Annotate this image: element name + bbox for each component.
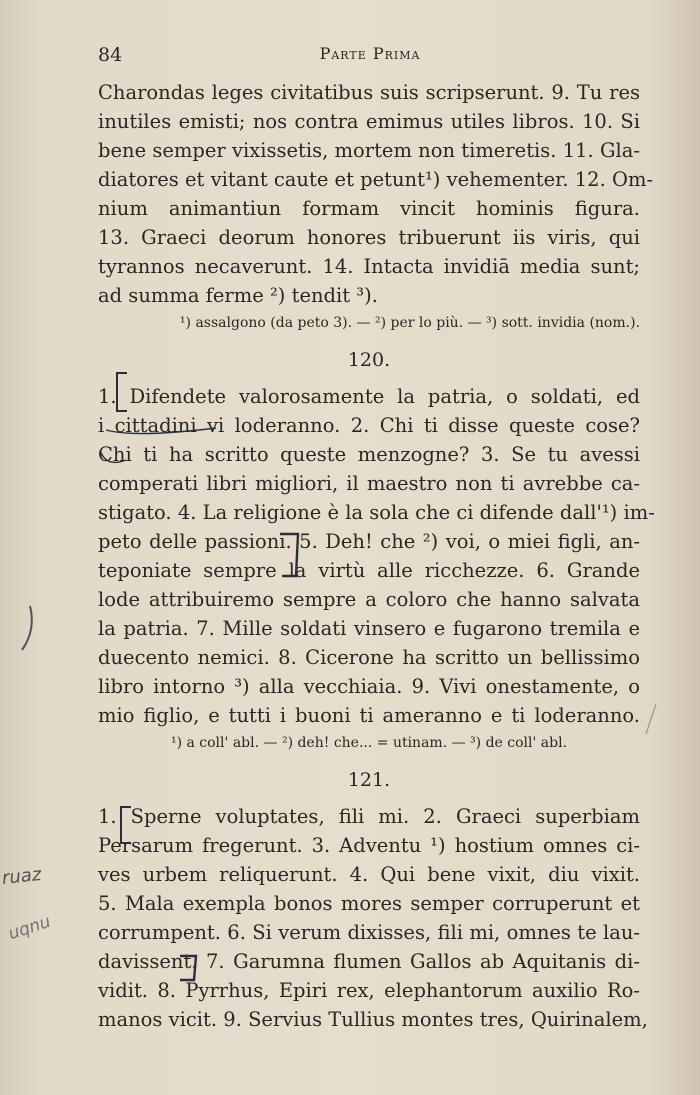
page-body — [98, 78, 655, 1034]
text-line: peto delle passioni. 5. Deh! che ²) voi, o miei figli, an- — [98, 530, 640, 553]
text-line: teponiate sempre la virtù alle ricchezze. 6. Grande — [98, 559, 640, 582]
text-line: ad summa ferme ²) tendit ³). — [98, 284, 378, 307]
pen-bracket-mark — [120, 806, 131, 844]
pencil-margin-mark — [640, 700, 664, 740]
pen-bracket-mark — [116, 372, 127, 412]
section-119-continuation — [98, 78, 654, 334]
page-header — [0, 44, 700, 74]
text-line: lode attribuiremo sempre a coloro che hanno salvata — [98, 588, 640, 611]
text-line: la patria. 7. Mille soldati vinsero e fugarono tremila e — [98, 617, 640, 640]
section-number: 120. — [347, 349, 391, 371]
text-line: manos vicit. 9. Servius Tullius montes tres, Quirinalem, — [98, 1008, 648, 1031]
text-line: stigato. 4. La religione è la sola che ci difende dall'¹) im- — [98, 501, 655, 524]
text-line: bene semper vixissetis, mortem non timeretis. 11. Gla- — [98, 139, 640, 162]
pen-underline-mark — [96, 410, 226, 470]
text-line: duecento nemici. 8. Cicerone ha scritto un bellissimo — [98, 646, 640, 669]
text-line: nium animantiun formam vincit hominis figura. — [98, 197, 640, 220]
text-line: davissent. 7. Garumna flumen Gallos ab Aquitanis di- — [98, 950, 640, 973]
text-line: 13. Graeci deorum honores tribuerunt iis viris, qui — [98, 226, 640, 249]
pencil-margin-mark — [10, 600, 40, 660]
text-line: tyrannos necaverunt. 14. Intacta invidiā media sunt; — [98, 255, 640, 278]
text-line: corrumpent. 6. Si verum dixisses, fili mi, omnes te lau- — [98, 921, 640, 944]
running-title: Parte Prima — [319, 44, 421, 63]
text-line: vidit. 8. Pyrrhus, Epiri rex, elephantorum auxilio Ro- — [98, 979, 640, 1002]
text-line: Persarum fregerunt. 3. Adventu ¹) hostium omnes ci- — [98, 834, 640, 857]
text-line: comperati libri migliori, il maestro non ti avrebbe ca- — [98, 472, 640, 495]
section-121 — [98, 754, 648, 1034]
text-line: diatores et vitant caute et petunt¹) vehementer. 12. Om- — [98, 168, 654, 191]
text-line: 1. Sperne voluptates, fili mi. 2. Graeci superbiam — [98, 805, 640, 828]
text-line: mio figlio, e tutti i buoni ti ameranno e ti loderanno. — [98, 704, 640, 727]
footnote: ¹) a coll' abl. — ²) deh! che... = utinam. — ³) de coll' abl. — [170, 735, 568, 751]
text-line: libro intorno ³) alla vecchiaia. 9. Vivi onestamente, o — [98, 675, 640, 698]
text-line: Charondas leges civitatibus suis scripserunt. 9. Tu res — [98, 81, 640, 104]
section-120 — [98, 334, 655, 754]
text-line: 5. Mala exempla bonos mores semper corruperunt et — [98, 892, 640, 915]
pencil-margin-note: uqnu — [5, 911, 54, 945]
section-number: 121. — [347, 769, 391, 791]
text-line: Chi ti ha scritto queste menzogne? 3. Se tu avessi — [98, 443, 640, 466]
text-line: i cittadini vi loderanno. 2. Chi ti disse queste cose? — [98, 414, 640, 437]
text-line: ves urbem reliquerunt. 4. Qui bene vixit, diu vixit. — [98, 863, 640, 886]
pen-bracket-close-mark — [276, 530, 308, 582]
pencil-margin-note: ruaz — [1, 864, 43, 889]
pen-bracket-close-mark — [176, 952, 206, 986]
text-line: 1. Difendete valorosamente la patria, o soldati, ed — [98, 385, 640, 408]
text-line: inutiles emisti; nos contra emimus utiles libros. 10. Si — [98, 110, 640, 133]
page-number: 84 — [98, 44, 123, 66]
footnote: ¹) assalgono (da peto 3). — ²) per lo più. — ³) sott. invidia (nom.). — [179, 315, 640, 331]
